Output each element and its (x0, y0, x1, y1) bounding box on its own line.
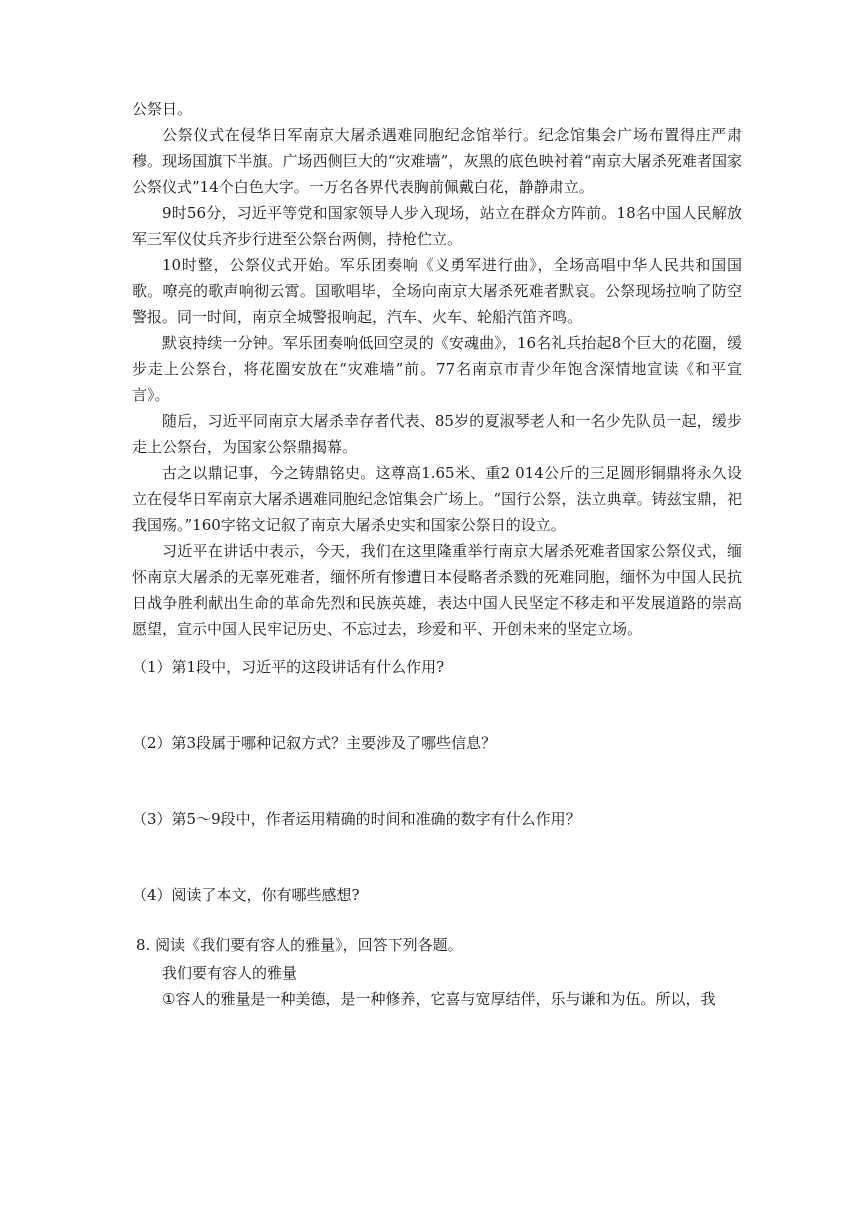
passage-paragraph-5: 随后，习近平同南京大屠杀幸存者代表、85岁的夏淑琴老人和一名少先队员一起，缓步走上公祭台，为国家公祭鼎揭幕。 (132, 412, 742, 456)
article-paragraph-1 (132, 986, 742, 1012)
document-body (132, 96, 742, 1012)
answer-space (132, 680, 742, 730)
question-3: （3）第5～9段中，作者运用精确的时间和准确的数字有什么作用？ (132, 810, 581, 828)
section-8-heading: 8. 阅读《我们要有容人的雅量》，回答下列各题。 (136, 936, 463, 954)
passage-paragraph-0: 公祭日。 (132, 100, 193, 118)
question-4: （4）阅读了本文，你有哪些感想? (132, 886, 360, 904)
passage-paragraph-2: 9时56分，习近平等党和国家领导人步入现场，站立在群众方阵前。18名中国人民解放军三军仪仗兵齐步行进至公祭台两侧，持枪伫立。 (132, 204, 742, 248)
passage-paragraph-6: 古之以鼎记事，今之铸鼎铭史。这尊高1.65米、重2 014公斤的三足圆形铜鼎将永久设立在侵华日军南京大屠杀遇难同胞纪念馆集会广场上。“国行公祭，法立典章。铸兹宝鼎，祀我国殇。”160字铭文记叙了南京大屠杀史实和国家公祭日的设立。 (132, 464, 742, 534)
paragraph-number-marker: ① (162, 990, 176, 1008)
question-2: （2）第3段属于哪种记叙方式？主要涉及了哪些信息？ (132, 734, 497, 752)
passage-paragraph-1: 公祭仪式在侵华日军南京大屠杀遇难同胞纪念馆举行。纪念馆集会广场布置得庄严肃穆。现场国旗下半旗。广场西侧巨大的“灾难墙”，灰黑的底色映衬着“南京大屠杀死难者国家公祭仪式”14个白色大字。一万名各界代表胸前佩戴白花，静静肃立。 (132, 126, 742, 196)
passage-paragraph-4: 默哀持续一分钟。军乐团奏响低回空灵的《安魂曲》，16名礼兵抬起8个巨大的花圈，缓步走上公祭台，将花圈安放在“灾难墙”前。77名南京市青少年饱含深情地宣读《和平宣言》。 (132, 334, 742, 404)
question-1: （1）第1段中，习近平的这段讲话有什么作用? (132, 658, 445, 676)
answer-space (132, 756, 742, 806)
passage-paragraph-7: 习近平在讲话中表示，今天，我们在这里隆重举行南京大屠杀死难者国家公祭仪式，缅怀南京大屠杀的无辜死难者，缅怀所有惨遭日本侵略者杀戮的死难同胞，缅怀为中国人民抗日战争胜利献出生命的革命先烈和民族英雄，表达中国人民坚定不移走和平发展道路的崇高愿望，宣示中国人民牢记历史、不忘过去，珍爱和平、开创未来的坚定立场。 (132, 542, 742, 638)
passage-paragraph-3: 10时整，公祭仪式开始。军乐团奏响《义勇军进行曲》，全场高唱中华人民共和国国歌。嘹亮的歌声响彻云霄。国歌唱毕，全场向南京大屠杀死难者默哀。公祭现场拉响了防空警报。同一时间，南京全城警报响起，汽车、火车、轮船汽笛齐鸣。 (132, 256, 742, 326)
article-paragraph-1-text: 容人的雅量是一种美德，是一种修养，它喜与宽厚结伴，乐与谦和为伍。所以，我 (175, 990, 716, 1008)
answer-space (132, 832, 742, 882)
article-title: 我们要有容人的雅量 (162, 964, 298, 982)
